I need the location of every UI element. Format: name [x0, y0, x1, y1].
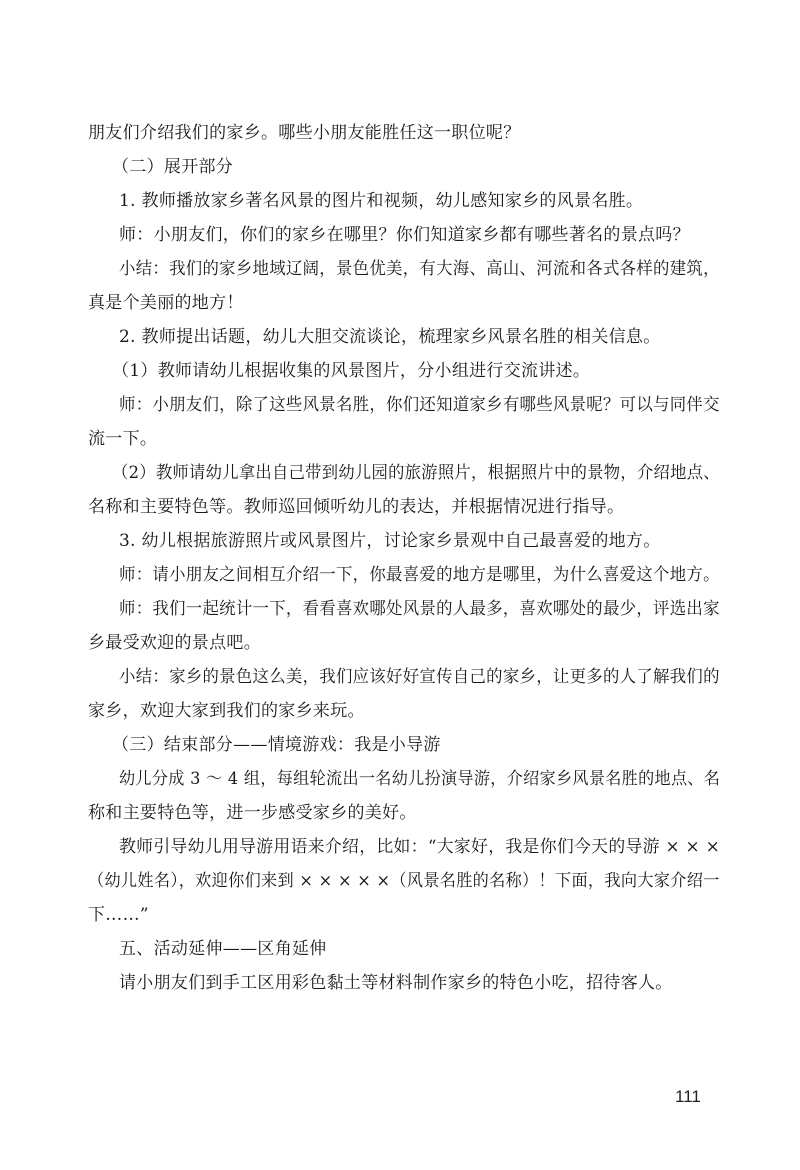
text-line: （幼儿姓名），欢迎你们来到 × × × × ×（风景名胜的名称）！下面，我向大家介绍一	[88, 871, 720, 891]
text-line: （2）教师请幼儿拿出自己带到幼儿园的旅游照片，根据照片中的景物，介绍地点、	[112, 463, 720, 483]
text-line: 师：我们一起统计一下，看看喜欢哪处风景的人最多，喜欢哪处的最少，评选出家	[119, 599, 720, 619]
text-line: 家乡，欢迎大家到我们的家乡来玩。	[88, 701, 365, 721]
text-line: 下……”	[88, 905, 149, 925]
section-heading: 五、活动延伸——区角延伸	[119, 939, 327, 959]
text-line: 小结：家乡的景色这么美，我们应该好好宣传自己的家乡，让更多的人了解我们的	[119, 667, 720, 687]
text-line: 2. 教师提出话题，幼儿大胆交流谈论，梳理家乡风景名胜的相关信息。	[119, 327, 661, 347]
text-line: 师：小朋友们，除了这些风景名胜，你们还知道家乡有哪些风景呢？可以与同伴交	[119, 395, 720, 415]
text-line: 师：小朋友们，你们的家乡在哪里？你们知道家乡都有哪些著名的景点吗？	[119, 225, 690, 245]
text-line: 幼儿分成 3 ～ 4 组，每组轮流出一名幼儿扮演导游，介绍家乡风景名胜的地点、名	[119, 769, 721, 789]
text-line: 名称和主要特色等。教师巡回倾听幼儿的表达，并根据情况进行指导。	[88, 497, 625, 517]
page-number: 111	[675, 1087, 701, 1106]
text-line: 称和主要特色等，进一步感受家乡的美好。	[88, 803, 417, 823]
text-line: 请小朋友们到手工区用彩色黏土等材料制作家乡的特色小吃，招待客人。	[119, 973, 673, 993]
text-line: 师：请小朋友之间相互介绍一下，你最喜爱的地方是哪里，为什么喜爱这个地方。	[119, 565, 720, 585]
text-line: 小结：我们的家乡地域辽阔，景色优美，有大海、高山、河流和各式各样的建筑，	[119, 259, 720, 279]
section-heading: （三）结束部分——情境游戏：我是小导游	[112, 735, 441, 755]
text-line: 真是个美丽的地方！	[88, 293, 244, 313]
text-line: （1）教师请幼儿根据收集的风景图片，分小组进行交流讲述。	[112, 361, 591, 381]
text-line: 教师引导幼儿用导游用语来介绍，比如：“大家好，我是你们今天的导游 × × ×	[119, 837, 721, 857]
text-line: 流一下。	[88, 429, 158, 449]
text-line: 乡最受欢迎的景点吧。	[88, 633, 261, 653]
section-heading: （二）展开部分	[112, 157, 234, 177]
text-line: 1. 教师播放家乡著名风景的图片和视频，幼儿感知家乡的风景名胜。	[119, 191, 644, 211]
text-line: 3. 幼儿根据旅游照片或风景图片，讨论家乡景观中自己最喜爱的地方。	[119, 531, 661, 551]
text-line: 朋友们介绍我们的家乡。哪些小朋友能胜任这一职位呢？	[88, 123, 521, 143]
